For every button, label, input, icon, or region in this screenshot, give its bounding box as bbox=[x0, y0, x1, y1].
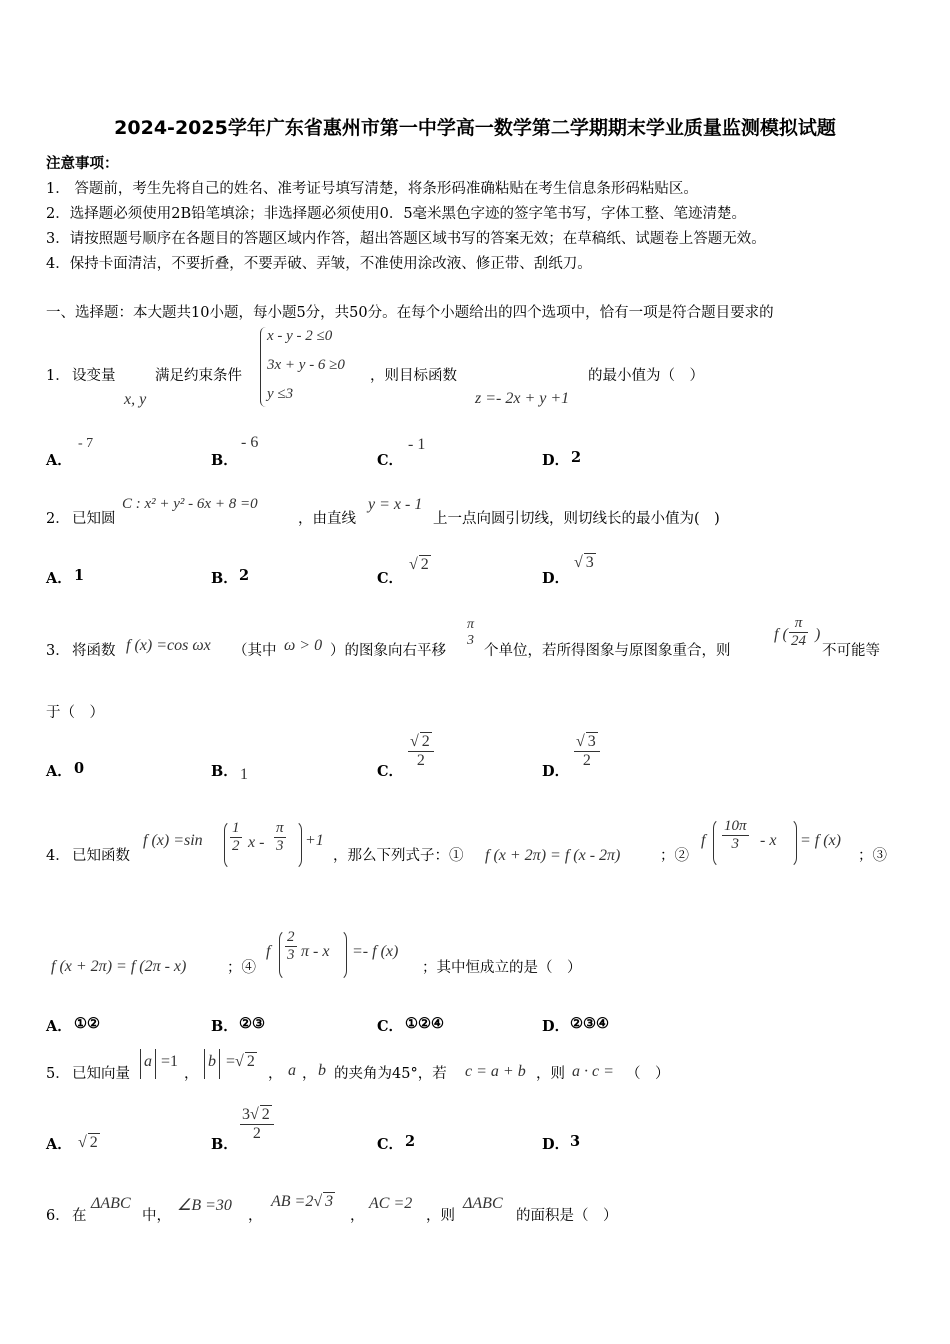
q2-option-d-label: D． bbox=[542, 570, 570, 587]
notice-item: 2．选择题必须使用2B铅笔填涂；非选择题必须使用0．5毫米黑色字迹的签字笔书写，字体工整、笔迹清楚。 bbox=[46, 206, 747, 222]
q5-number: 5． bbox=[46, 1066, 70, 1082]
q2-text: ，由直线 bbox=[298, 511, 356, 527]
sqrt-sign: √ bbox=[313, 1193, 323, 1210]
q5-a-value: =1 bbox=[161, 1053, 179, 1070]
q4-x-minus: x - bbox=[248, 834, 265, 851]
notice-heading: 注意事项： bbox=[46, 155, 119, 172]
q2-circle: C : x² + y² - 6x + 8 =0 bbox=[122, 496, 258, 512]
q5-option-a-value: √ 2 bbox=[78, 1134, 98, 1151]
q3-function: f (x) =cos ωx bbox=[126, 637, 211, 654]
sqrt-radicand: 3 bbox=[585, 554, 594, 571]
fraction-denominator: 3 bbox=[731, 836, 739, 852]
sqrt-radicand: 2 bbox=[89, 1134, 98, 1151]
q1-constraint: y ≤3 bbox=[267, 386, 294, 402]
fraction-denominator: 3 bbox=[276, 838, 284, 854]
q3-f-fraction bbox=[789, 615, 808, 650]
q5-b-value: =√ 2 bbox=[226, 1053, 255, 1070]
fraction-denominator: 24 bbox=[791, 633, 806, 649]
q1-vars: x, y bbox=[124, 391, 147, 408]
q4-text: ；③ bbox=[858, 848, 887, 864]
fraction-numerator: π bbox=[789, 615, 808, 633]
q3-text: （其中 bbox=[233, 643, 277, 659]
q6-text: ， bbox=[350, 1208, 365, 1224]
q4-expression-1: f (x + 2π) = f (x - 2π) bbox=[485, 847, 621, 864]
q5-separator: ， bbox=[184, 1066, 199, 1082]
q2-text: 已知圆 bbox=[72, 511, 116, 527]
q6-triangle: ΔABC bbox=[463, 1195, 503, 1212]
q1-option-a-label: A． bbox=[46, 452, 72, 469]
q6-text: 中， bbox=[142, 1208, 171, 1224]
q4-option-b-label: B． bbox=[211, 1018, 238, 1035]
fraction-denominator: 3 bbox=[467, 633, 474, 648]
q4-expression-3: f (x + 2π) = f (2π - x) bbox=[51, 958, 187, 975]
q4-e2-fraction bbox=[722, 818, 749, 853]
q4-text: ；② bbox=[660, 848, 689, 864]
q4-number: 4． bbox=[46, 848, 70, 864]
sqrt-radicand: 2 bbox=[261, 1106, 270, 1123]
q4-pi-fraction bbox=[274, 820, 286, 855]
q2-option-a-label: A． bbox=[46, 570, 72, 587]
sqrt-radicand: 2 bbox=[420, 556, 429, 573]
q3-text: 个单位，若所得图象与原图象重合，则 bbox=[484, 643, 731, 659]
q4-text: ，那么下列式子：① bbox=[333, 848, 464, 864]
q4-e2-mid: - x bbox=[760, 832, 777, 849]
q4-option-d-label: D． bbox=[542, 1018, 570, 1035]
q5-text: 的夹角为45°，若 bbox=[334, 1066, 447, 1082]
q1-text: 满足约束条件 bbox=[155, 368, 242, 384]
q4-expression-4-f: f bbox=[266, 943, 271, 960]
q3-option-d-value bbox=[574, 733, 600, 770]
q6-triangle: ΔABC bbox=[91, 1195, 131, 1212]
q4-e4-mid: π - x bbox=[301, 943, 330, 960]
q4-option-c-label: C． bbox=[377, 1018, 404, 1035]
q1-constraint: x - y - 2 ≤0 bbox=[267, 328, 333, 344]
fraction-numerator: π bbox=[467, 617, 475, 632]
q4-option-c-value: ①②④ bbox=[405, 1015, 444, 1032]
abs-bar bbox=[140, 1049, 141, 1079]
q6-text: 的面积是（ ） bbox=[516, 1208, 618, 1224]
q3-option-a-label: A． bbox=[46, 763, 72, 780]
section-heading: 一、选择题：本大题共10小题，每小题5分，共50分。在每个小题给出的四个选项中，恰有一项是符合题目要求的 bbox=[46, 305, 774, 321]
q4-plus-one: +1 bbox=[305, 832, 324, 849]
q1-constraint: 3x + y - 6 ≥0 bbox=[267, 357, 345, 373]
q2-option-d-value: √ 3 bbox=[574, 554, 594, 571]
q4-option-b-value: ②③ bbox=[239, 1015, 265, 1032]
q2-number: 2． bbox=[46, 511, 70, 527]
fraction-numerator: 10π bbox=[724, 818, 747, 834]
q1-text: 的最小值为（ ） bbox=[588, 368, 704, 384]
q3-option-b-value: 1 bbox=[240, 766, 248, 783]
q5-vector-c: c = a + b bbox=[465, 1063, 526, 1080]
fraction-denominator: 2 bbox=[232, 838, 240, 854]
sqrt-radicand: 2 bbox=[421, 733, 430, 750]
fraction-numerator: 3√ 2 bbox=[240, 1106, 274, 1125]
q3-shift-fraction bbox=[465, 617, 476, 649]
q3-text: 将函数 bbox=[72, 643, 116, 659]
ab-label: AB =2 bbox=[271, 1193, 314, 1210]
q4-option-a-value: ①② bbox=[74, 1015, 100, 1032]
q1-option-c-label: C． bbox=[377, 452, 404, 469]
q4-text: 已知函数 bbox=[72, 848, 130, 864]
q1-option-c-value: - 1 bbox=[408, 436, 426, 453]
q2-text: 上一点向圆引切线，则切线长的最小值为( ) bbox=[433, 511, 720, 527]
q5-option-d-value: 3 bbox=[570, 1133, 581, 1150]
q5-text: 已知向量 bbox=[72, 1066, 130, 1082]
fraction-numerator: π bbox=[276, 820, 284, 836]
q3-text: ）的图象向右平移 bbox=[330, 643, 446, 659]
q4-e4-post: =- f (x) bbox=[352, 943, 399, 960]
q5-separator: ， bbox=[268, 1066, 283, 1082]
fraction-numerator: 1 bbox=[232, 820, 240, 836]
q6-text: 在 bbox=[72, 1208, 87, 1224]
abs-bar bbox=[155, 1049, 156, 1079]
q6-text: ，则 bbox=[426, 1208, 455, 1224]
notice-item: 1． 答题前，考生先将自己的姓名、准考证号填写清楚，将条形码准确粘贴在考生信息条形码粘贴区。 bbox=[46, 181, 698, 197]
sqrt-radicand: 3 bbox=[587, 733, 596, 750]
sqrt-radicand: 3 bbox=[325, 1193, 334, 1210]
q6-ab bbox=[271, 1193, 335, 1211]
q4-f-prefix: f (x) =sin bbox=[143, 832, 203, 849]
coefficient: 3 bbox=[242, 1106, 250, 1123]
q1-brace bbox=[260, 327, 267, 407]
fraction-denominator: 2 bbox=[582, 752, 591, 769]
q3-option-b-label: B． bbox=[211, 763, 238, 780]
q1-option-a-value: - 7 bbox=[78, 436, 94, 451]
q5-option-d-label: D． bbox=[542, 1136, 570, 1153]
q2-option-a-value: 1 bbox=[74, 567, 85, 584]
q5-vector-a: a bbox=[288, 1062, 296, 1079]
page-title: 2024-2025学年广东省惠州市第一中学高一数学第二学期期末学业质量监测模拟试题 bbox=[114, 117, 836, 139]
q1-option-d-label: D． bbox=[542, 452, 570, 469]
q5-vector-b: b bbox=[318, 1062, 326, 1079]
q2-option-b-label: B． bbox=[211, 570, 238, 587]
q1-option-b-value: - 6 bbox=[241, 434, 259, 451]
abs-bar bbox=[219, 1049, 220, 1079]
notice-item: 4．保持卡面清洁，不要折叠，不要弄破、弄皱，不准使用涂改液、修正带、刮纸刀。 bbox=[46, 256, 592, 272]
q3-number: 3． bbox=[46, 643, 70, 659]
q3-condition: ω > 0 bbox=[284, 637, 323, 654]
q6-angle: ∠B =30 bbox=[177, 1197, 232, 1214]
q3-f-prefix: f ( bbox=[774, 626, 788, 643]
fraction-numerator: 2 bbox=[287, 929, 295, 945]
q2-option-b-value: 2 bbox=[239, 567, 250, 584]
q4-half-fraction bbox=[230, 820, 242, 855]
fraction-numerator: √ 3 bbox=[574, 733, 600, 752]
q3-option-c-label: C． bbox=[377, 763, 404, 780]
q4-text: ；④ bbox=[227, 960, 256, 976]
q5-text: （ ） bbox=[626, 1066, 670, 1082]
q3-option-c-value bbox=[408, 733, 434, 770]
q2-line: y = x - 1 bbox=[368, 496, 423, 513]
q6-number: 6． bbox=[46, 1208, 70, 1224]
q5-option-c-value: 2 bbox=[405, 1133, 416, 1150]
q5-vector-a: a bbox=[144, 1053, 152, 1070]
q1-option-b-label: B． bbox=[211, 452, 238, 469]
equals: = bbox=[226, 1053, 236, 1070]
q3-f-suffix: ) bbox=[815, 626, 821, 643]
q1-text: ，则目标函数 bbox=[370, 368, 457, 384]
q2-option-c-label: C． bbox=[377, 570, 404, 587]
q2-option-c-value: √ 2 bbox=[409, 556, 429, 573]
q4-e4-fraction bbox=[285, 929, 297, 964]
q5-option-a-label: A． bbox=[46, 1136, 72, 1153]
q4-text: ；其中恒成立的是（ ） bbox=[422, 960, 582, 976]
q5-text: ，则 bbox=[536, 1066, 565, 1082]
q5-option-b-value bbox=[240, 1106, 274, 1143]
q1-text: 设变量 bbox=[72, 368, 116, 384]
q3-option-d-label: D． bbox=[542, 763, 570, 780]
q5-separator: ， bbox=[302, 1066, 317, 1082]
notice-item: 3．请按照题号顺序在各题目的答题区域内作答，超出答题区域书写的答案无效；在草稿纸、试题卷上答题无效。 bbox=[46, 231, 766, 247]
q4-option-d-value: ②③④ bbox=[570, 1015, 609, 1032]
q5-option-b-label: B． bbox=[211, 1136, 238, 1153]
fraction-denominator: 2 bbox=[416, 752, 425, 769]
q6-text: ， bbox=[248, 1208, 263, 1224]
q5-dot-product: a · c = bbox=[572, 1063, 614, 1080]
q4-option-a-label: A． bbox=[46, 1018, 72, 1035]
q1-objective: z =- 2x + y +1 bbox=[475, 390, 570, 407]
q3-option-a-value: 0 bbox=[74, 760, 85, 777]
q5-vector-b: b bbox=[208, 1053, 216, 1070]
q4-e2-post: = f (x) bbox=[800, 832, 841, 849]
q1-number: 1． bbox=[46, 368, 70, 384]
q1-option-d-value: 2 bbox=[571, 449, 582, 466]
fraction-denominator: 2 bbox=[252, 1125, 261, 1142]
fraction-denominator: 3 bbox=[287, 947, 295, 963]
q4-expression-2-f: f bbox=[701, 832, 706, 849]
abs-bar bbox=[204, 1049, 205, 1079]
fraction-numerator: √ 2 bbox=[408, 733, 434, 752]
sqrt-radicand: 2 bbox=[246, 1053, 255, 1070]
q5-option-c-label: C． bbox=[377, 1136, 404, 1153]
q3-text: 不可能等 bbox=[822, 643, 880, 659]
q3-text: 于（ ） bbox=[46, 705, 104, 721]
q6-ac: AC =2 bbox=[369, 1195, 413, 1212]
